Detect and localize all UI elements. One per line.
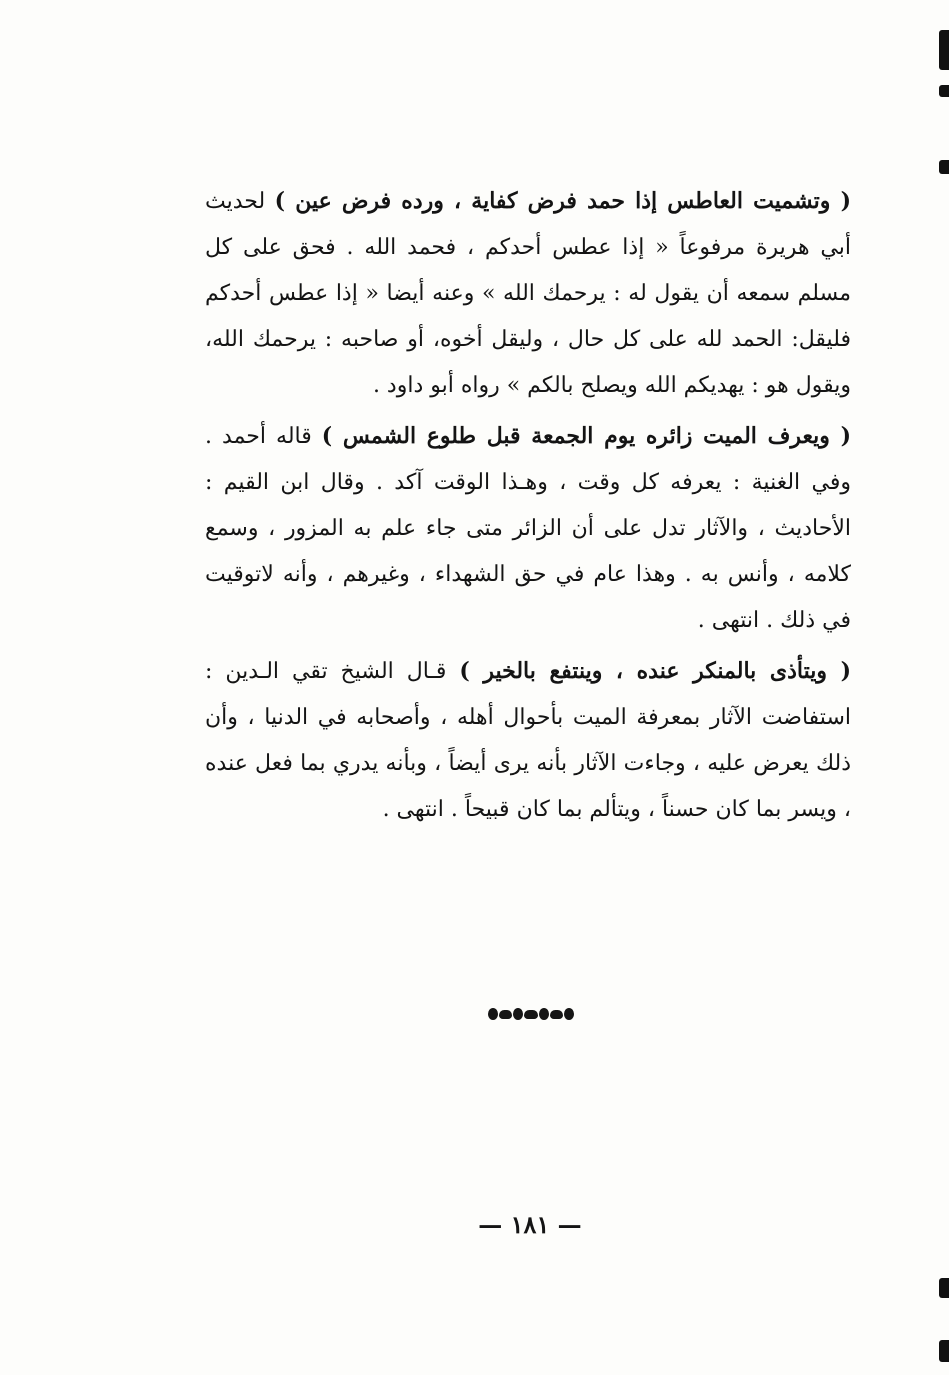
paragraph-deceased (205, 648, 851, 833)
paragraph-heading: ( ويعرف الميت زائره يوم الجمعة قبل طلوع الشمس ) (321, 423, 852, 449)
scan-edge-mark (939, 1340, 949, 1362)
scan-edge-mark (939, 1278, 949, 1298)
paragraph-body: قاله أحمد . وفي الغنية : يعرفه كل وقت ، وهـذا الوقت آكد . وقال ابن القيم : الأحاديث ، والآثار تدل على أن الزائر متى جاء علم به المزور ، وسمع كلامه ، وأنس به . وهذا عام في حق الشهداء ، وغيرهم ، وأنه لاتوقيت في ذلك . انتهى . (205, 424, 851, 633)
page-number: — ١٨١ — (478, 1210, 582, 1239)
paragraph-heading: ( ويتأذى بالمنكر عنده ، وينتفع بالخير ) (459, 658, 851, 684)
scan-edge-mark (939, 85, 949, 97)
scan-edge-mark (939, 30, 949, 70)
paragraph-visitor (205, 413, 851, 644)
paragraph-body: لحديث أبي هريرة مرفوعاً « إذا عطس أحدكم ، فحمد الله . فحق على كل مسلم سمعه أن يقول له : يرحمك الله » وعنه أيضا « إذا عطس أحدكم فليقل: الحمد لله على كل حال ، وليقل أخوه، أو صاحبه : يرحمك الله، ويقول هو : يهديكم الله ويصلح بالكم » رواه أبو داود . (205, 189, 851, 398)
paragraph-body: قـال الشيخ تقي الـدين : استفاضت الآثار بمعرفة الميت بأحوال أهله ، وأصحابه في الدنيا ، وأن ذلك يعرض عليه ، وجاءت الآثار بأنه يرى أيضاً ، وبأنه يدري بما فعل عنده ، ويسر بما كان حسناً ، ويتألم بما كان قبيحاً . انتهى . (205, 659, 851, 822)
page-text (205, 178, 851, 835)
section-end-ornament (488, 1005, 574, 1023)
paragraph-sneezing (205, 178, 851, 409)
scan-edge-mark (939, 160, 949, 174)
paragraph-heading: ( وتشميت العاطس إذا حمد فرض كفاية ، ورده فرض عين ) (274, 188, 851, 214)
